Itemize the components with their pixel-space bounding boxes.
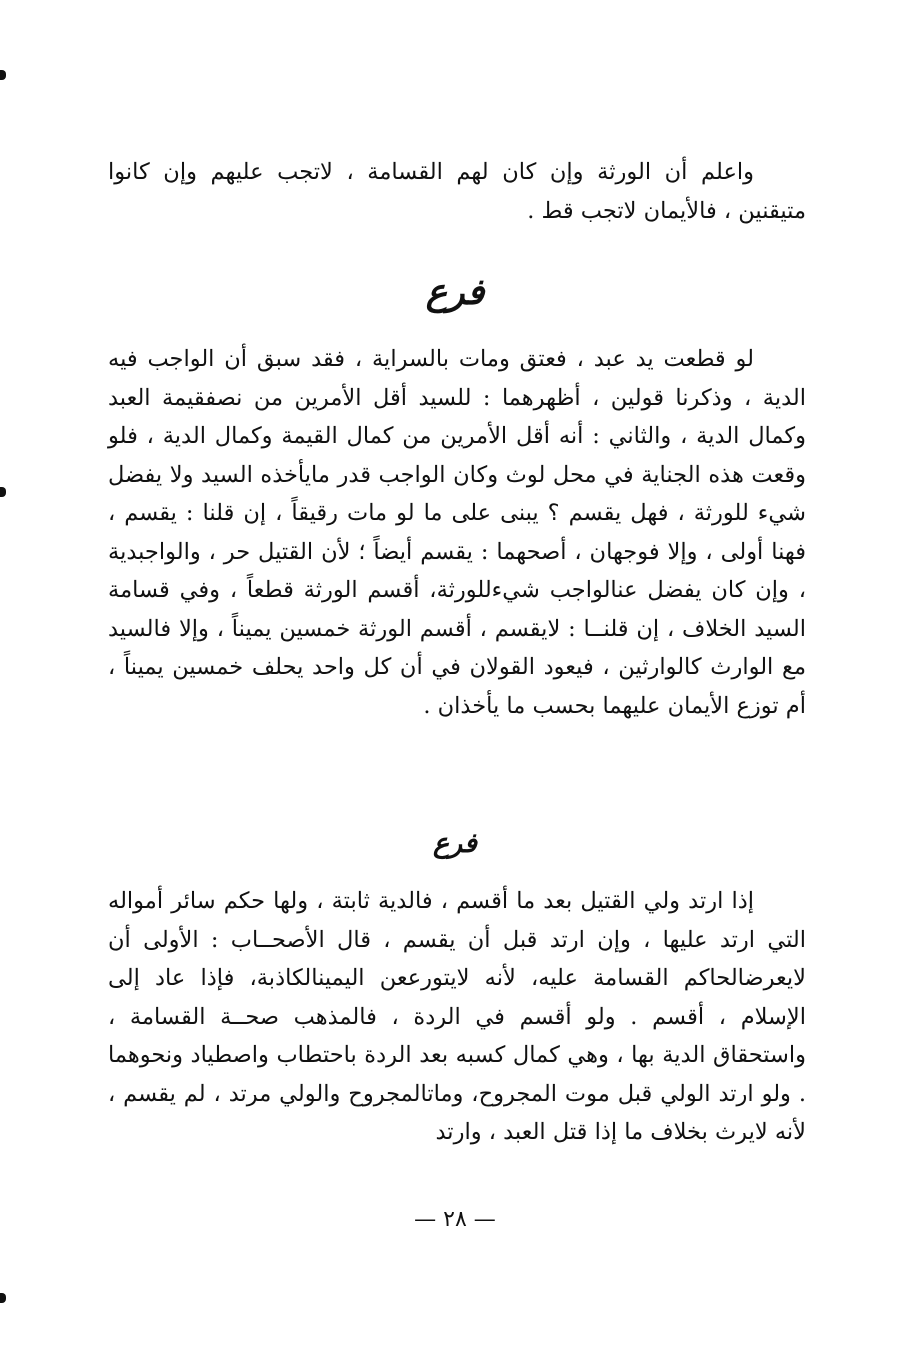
margin-mark (0, 70, 6, 80)
paragraph-text: واعلم أن الورثة وإن كان لهم القسامة ، لاتجب عليهم وإن كانوا متيقنين ، فالأيمان لاتجب قط . (108, 159, 806, 224)
paragraph-text: إذا ارتد ولي القتيل بعد ما أقسم ، فالدية ثابتة ، ولها حكم سائر أمواله التي ارتد عليها ، وإن ارتد قبل أن يقسم ، قال الأصحــاب : الأولى أن لايعرضالحاكم القسامة عليه، لأنه لايتورععن اليمينالكاذبة، فإذا عاد إلى الإسلام ، أقسم . ولو أقسم في الردة ، فالمذهب صحــة القسامة ، واستحقاق الدية بها ، وهي كمال كسبه بعد الردة باحتطاب واصطياد ونحوهما . ولو ارتد الولي قبل موت المجروح، وماتالمجروح والولي مرتد ، لم يقسم ، لأنه لايرث بخلاف ما إذا قتل العبد ، وارتد (108, 888, 806, 1145)
page-number: — ٢٨ — (414, 1207, 496, 1232)
paragraph-text: لو قطعت يد عبد ، فعتق ومات بالسراية ، فقد سبق أن الواجب فيه الدية ، وذكرنا قولين ، أظهرهما : للسيد أقل الأمرين من نصفقيمة العبد وكمال الدية ، والثاني : أنه أقل الأمرين من كمال القيمة وكمال الدية ، فلو وقعت هذه الجناية في محل لوث وكان الواجب قدر مايأخذه السيد ولا يفضل شيء للورثة ، فهل يقسم ؟ يبنى على ما لو مات رقيقاً ، إن قلنا : يقسم ، فهنا أولى ، وإلا فوجهان ، أصحهما : يقسم أيضاً ؛ لأن القتيل حر ، والواجبدية ، وإن كان يفضل عنالواجب شيءللورثة، أقسم الورثة قطعاً ، وفي قسامة السيد الخلاف ، إن قلنــا : لايقسم ، أقسم الورثة خمسين يميناً ، وإلا فالسيد مع الوارث كالوارثين ، فيعود القولان في أن كل واحد يحلف خمسين يميناً ، أم توزع الأيمان عليهما بحسب ما يأخذان . (108, 346, 806, 719)
margin-mark (0, 1293, 6, 1303)
section-1-body (108, 340, 806, 725)
opening-paragraph (108, 153, 806, 230)
section-heading: فرع (433, 828, 477, 859)
section-heading: فرع (425, 271, 485, 313)
margin-mark (0, 487, 6, 497)
section-2-body (108, 882, 806, 1152)
